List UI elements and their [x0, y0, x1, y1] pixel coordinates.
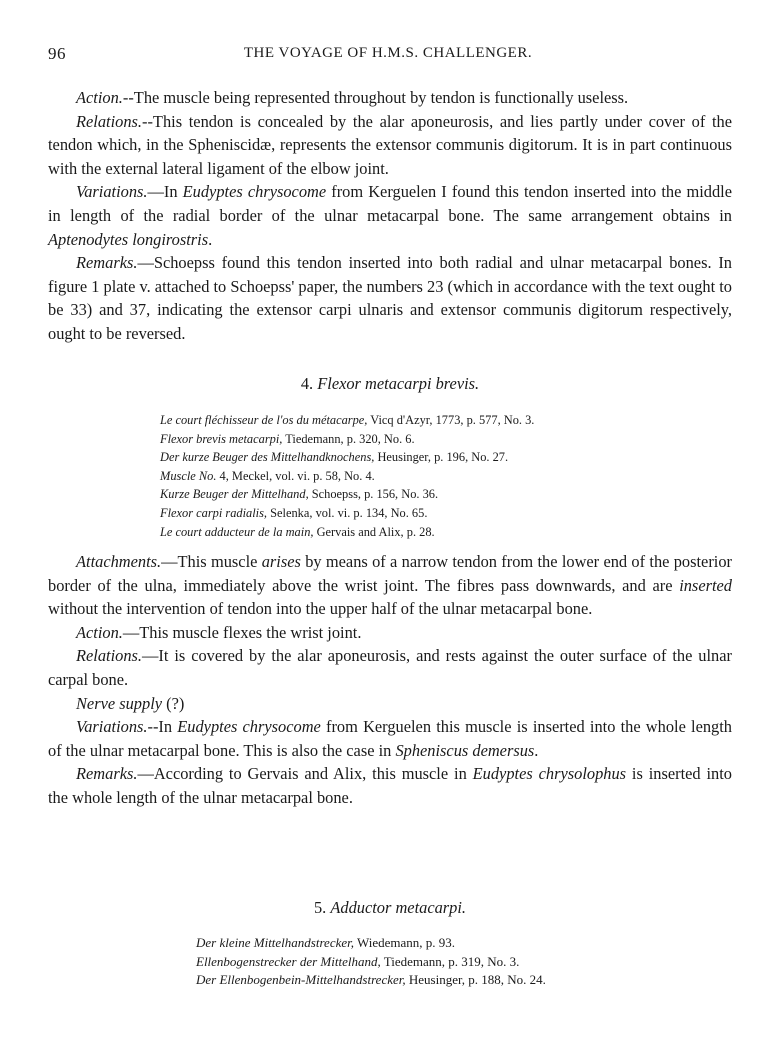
synonym-name: Muscle No. — [160, 468, 217, 483]
action-label: Action. — [76, 88, 123, 107]
running-title: THE VOYAGE OF H.M.S. CHALLENGER. — [243, 45, 533, 61]
synonym-ref: Heusinger, p. 188, No. 24. — [405, 972, 546, 988]
variations-text-2: from Kerguelen I found this tendon inserted into the middle in length of the radial border of the ulnar metacarpal bone. The same arrangement obtains in — [48, 182, 732, 225]
synonym-entry — [160, 411, 680, 430]
action-text: --The muscle being represented throughout by tendon is functionally useless. — [122, 88, 629, 107]
species-name: Eudyptes chrysocome — [182, 182, 327, 202]
relations-label: Relations. — [76, 646, 143, 666]
variations-text-3: . — [208, 229, 213, 249]
relations-paragraph — [48, 644, 732, 691]
synonym-name: Le court fléchisseur de l'os du métacarpe, — [160, 413, 368, 427]
synonym-ref: Tiedemann, p. 320, No. 6. — [282, 431, 415, 446]
variations-label: Variations. — [76, 182, 148, 202]
synonym-entry — [196, 934, 716, 953]
synonym-name: Der kleine Mittelhandstrecker, — [196, 935, 354, 950]
section-5-synonyms — [196, 934, 716, 990]
remarks-text-1: —According to Gervais and Alix, this muscle in — [137, 764, 473, 784]
species-name: Spheniscus demersus — [395, 740, 535, 760]
variations-text-2: from Kerguelen this muscle is inserted into the whole length of the ulnar metacarpal bone. This is also the case in — [48, 717, 733, 760]
synonym-ref: Vicq d'Azyr, 1773, p. 577, No. 3. — [367, 413, 535, 427]
synonym-entry — [196, 953, 716, 972]
synonym-ref: Tiedemann, p. 319, No. 3. — [380, 953, 520, 969]
synonym-ref: Selenka, vol. vi. p. 134, No. 65. — [267, 505, 428, 520]
relations-text: —It is covered by the alar aponeurosis, and rests against the outer surface of the ulnar carpal bone. — [48, 646, 732, 689]
section-title: Adductor metacarpi. — [330, 898, 467, 917]
synonym-name: Der Ellenbogenbein-Mittelhandstrecker, — [196, 972, 406, 988]
action-paragraph — [48, 86, 732, 110]
remarks-paragraph — [48, 251, 732, 345]
synonym-entry — [160, 448, 680, 467]
page-number: 96 — [48, 44, 66, 63]
synonym-entry — [160, 523, 680, 542]
synonym-entry — [196, 971, 716, 990]
synonym-entry — [160, 467, 680, 486]
remarks-label: Remarks. — [76, 253, 138, 273]
remarks-paragraph — [48, 762, 732, 809]
nerve-supply-paragraph — [48, 692, 732, 716]
variations-text-1: --In — [147, 717, 178, 737]
emphasis: arises — [261, 552, 301, 571]
emphasis: inserted — [679, 575, 732, 595]
synonym-entry — [160, 504, 680, 523]
synonym-entry — [160, 485, 680, 504]
variations-text-1: —In — [147, 182, 183, 202]
relations-label: Relations. — [76, 111, 143, 131]
action-label: Action. — [76, 622, 123, 642]
variations-paragraph — [48, 715, 732, 762]
section-4-body — [48, 550, 732, 810]
action-text: —This muscle flexes the wrist joint. — [122, 622, 362, 642]
synonym-ref: Schoepss, p. 156, No. 36. — [308, 487, 439, 502]
nerve-supply-label: Nerve supply — [76, 693, 163, 713]
remarks-text: —Schoepss found this tendon inserted into both radial and ulnar metacarpal bones. In figure 1 plate v. attached to Schoepss' paper, the numbers 23 (which in accordance with the text ought to be 33) and 37, indicating the extensor carpi ulnaris and extensor communis digitorum respectively, ought to be reversed. — [48, 253, 732, 343]
relations-paragraph — [48, 110, 732, 181]
attachments-label: Attachments. — [76, 552, 162, 571]
section-number: 5. — [313, 898, 327, 917]
species-name: Eudyptes chrysocome — [177, 717, 321, 737]
section-title: Flexor metacarpi brevis. — [317, 374, 480, 393]
synonym-name: Flexor brevis metacarpi, — [160, 431, 283, 446]
synonym-name: Der kurze Beuger des Mittelhandknochens, — [160, 450, 375, 465]
attachments-text-2: by means of a narrow tendon from the lower end of the posterior border of the ulna, immediately above the wrist joint. The fibres pass downwards, and are — [48, 552, 732, 595]
variations-label: Variations. — [76, 717, 148, 737]
attachments-text-3: without the intervention of tendon into the upper half of the ulnar metacarpal bone. — [48, 599, 593, 619]
attachments-text-1: —This muscle — [161, 552, 262, 571]
synonym-name: Flexor carpi radialis, — [160, 505, 268, 520]
attachments-paragraph — [48, 550, 732, 621]
remarks-text-2: is inserted into the whole length of the ulnar metacarpal bone. — [48, 764, 732, 807]
synonym-name: Kurze Beuger der Mittelhand, — [160, 487, 309, 502]
synonym-ref: Gervais and Alix, p. 28. — [313, 524, 435, 539]
relations-text: --This tendon is concealed by the alar aponeurosis, and lies partly under cover of the tendon which, in the Spheniscidæ, represents the extensor communis digitorum. It is in part continuous with the external lateral ligament of the elbow joint. — [48, 111, 732, 178]
synonym-name: Ellenbogenstrecker der Mittelhand, — [196, 953, 381, 969]
synonym-ref: Wiedemann, p. 93. — [354, 935, 456, 950]
remarks-label: Remarks. — [76, 764, 138, 784]
section-number: 4. — [300, 374, 314, 393]
section-5-heading — [48, 898, 732, 918]
synonym-ref: Heusinger, p. 196, No. 27. — [374, 450, 509, 465]
synonym-ref: 4, Meckel, vol. vi. p. 58, No. 4. — [216, 468, 375, 483]
species-name: Aptenodytes longirostris — [48, 229, 209, 249]
species-name: Eudyptes chrysolophus — [472, 764, 627, 784]
synonym-entry — [160, 430, 680, 449]
variations-text-3: . — [534, 740, 539, 760]
action-paragraph — [48, 621, 732, 645]
section-4-synonyms — [160, 411, 680, 541]
synonym-name: Le court adducteur de la main, — [160, 524, 314, 539]
top-section — [48, 86, 732, 346]
page-header — [48, 44, 728, 66]
section-4-heading — [48, 374, 732, 394]
nerve-supply-text: (?) — [162, 693, 185, 713]
variations-paragraph — [48, 180, 732, 251]
